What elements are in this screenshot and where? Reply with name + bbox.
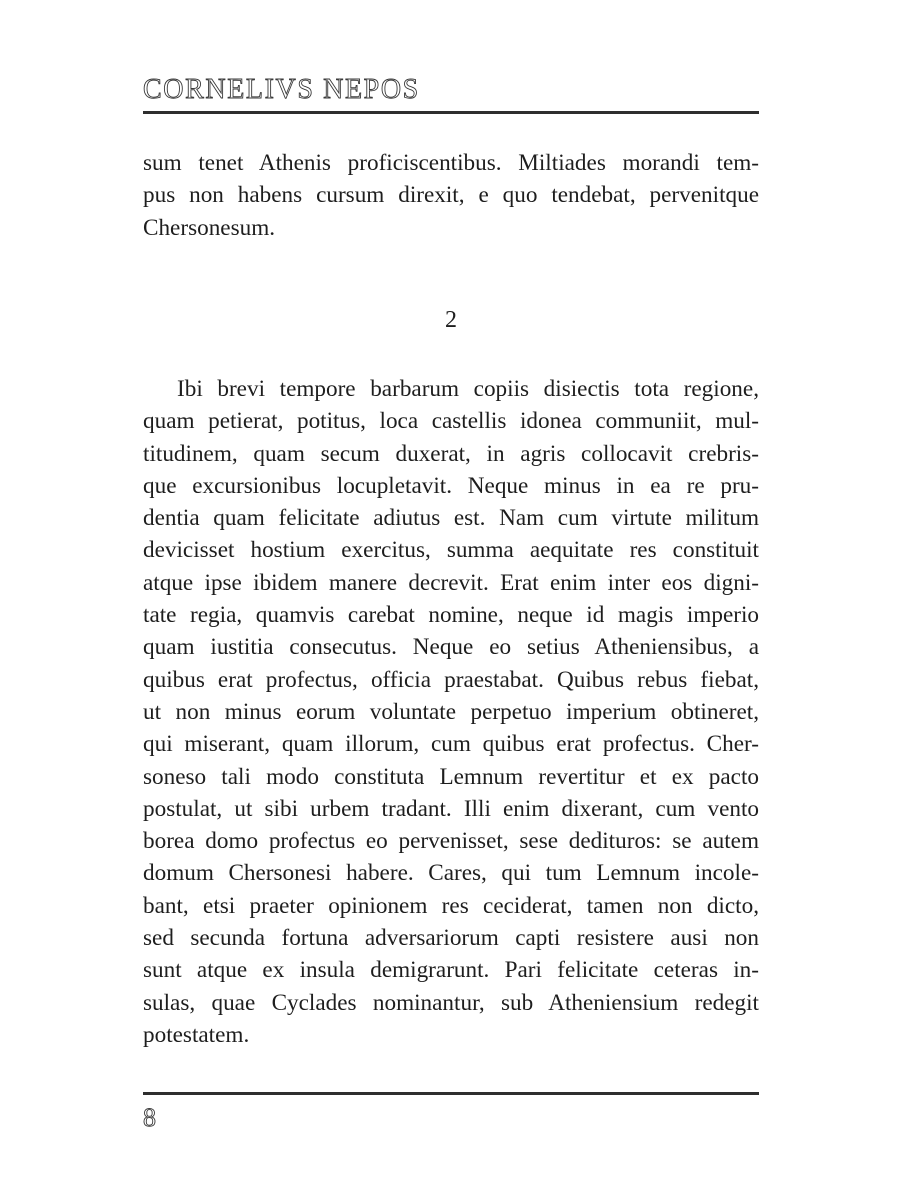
text-line: quibus erat profectus, officia praestabat. Quibus rebus fiebat, xyxy=(143,666,759,693)
text-line: sed secunda fortuna adversariorum capti resistere ausi non xyxy=(143,925,759,952)
footer-rule xyxy=(143,1092,759,1095)
text-line: quam iustitia consecutus. Neque eo setius Atheniensibus, a xyxy=(143,634,759,661)
text-line: ut non minus eorum voluntate perpetuo imperium obtineret, xyxy=(143,698,759,725)
text-line: qui miserant, quam illorum, cum quibus erat profectus. Cher- xyxy=(143,731,759,758)
chapter-paragraph xyxy=(143,373,759,1051)
text-line: sunt atque ex insula demigrarunt. Pari felicitate ceteras in- xyxy=(143,957,759,984)
text-line: Chersonesum. xyxy=(143,214,276,241)
text-line: bant, etsi praeter opinionem res ceciderat, tamen non dicto, xyxy=(143,892,759,919)
text-line: quam petierat, potitus, loca castellis idonea communiit, mul- xyxy=(143,408,759,435)
header-rule xyxy=(143,111,759,114)
text-line: que excursionibus locupletavit. Neque minus in ea re pru- xyxy=(143,472,759,499)
text-line: atque ipse ibidem manere decrevit. Erat enim inter eos digni- xyxy=(143,569,759,596)
text-line: soneso tali modo constituta Lemnum revertitur et ex pacto xyxy=(143,763,759,790)
text-line: domum Chersonesi habere. Cares, qui tum Lemnum incole- xyxy=(143,860,759,887)
text-line: borea domo profectus eo pervenisset, sese dedituros: se autem xyxy=(143,828,759,855)
book-page xyxy=(143,0,759,1200)
text-line: pus non habens cursum direxit, e quo tendebat, pervenitque xyxy=(143,182,759,209)
chapter-number: 2 xyxy=(445,307,457,333)
text-line: sum tenet Athenis proficiscentibus. Miltiades morandi tem- xyxy=(143,150,759,176)
text-line: titudinem, quam secum duxerat, in agris collocavit crebris- xyxy=(143,440,759,467)
text-line: tate regia, quamvis carebat nomine, neque id magis imperio xyxy=(143,602,759,629)
text-line: sulas, quae Cyclades nominantur, sub Atheniensium redegit xyxy=(143,989,759,1016)
text-line: Ibi brevi tempore barbarum copiis disiectis tota regione, xyxy=(177,376,759,402)
text-line: postulat, ut sibi urbem tradant. Illi enim dixerant, cum vento xyxy=(143,795,759,822)
running-head: CORNELIVS NEPOS xyxy=(143,74,420,105)
text-line: potestatem. xyxy=(143,1021,250,1048)
text-line: devicisset hostium exercitus, summa aequitate res constituit xyxy=(143,537,759,564)
text-line: dentia quam felicitate adiutus est. Nam cum virtute militum xyxy=(143,505,759,532)
page-number: 8 xyxy=(143,1103,156,1132)
continuation-paragraph xyxy=(143,147,759,244)
